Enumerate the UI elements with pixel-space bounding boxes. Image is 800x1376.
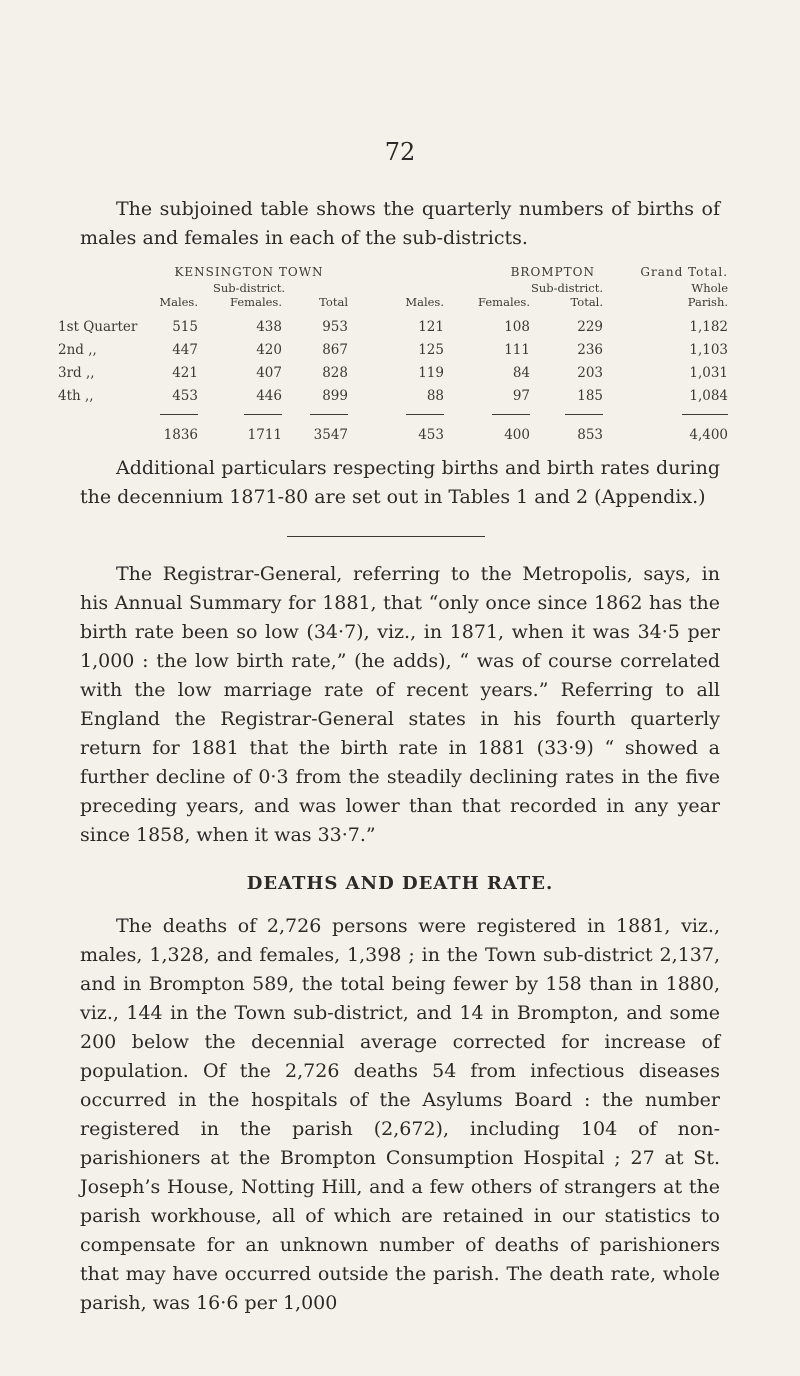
row-label: 3rd ,, [58, 364, 95, 381]
table-header-subgroups [58, 281, 728, 295]
total-cell: 400 [504, 427, 530, 443]
table-cell: 446 [256, 387, 282, 404]
births-table [58, 262, 728, 448]
table-cell: 1,103 [689, 341, 729, 358]
sum-rule [244, 414, 282, 415]
deaths-paragraph: The deaths of 2,726 persons were registered in 1881, viz., males, 1,328, and females, 1,398 ; in the Town sub-district 2,137, and in Brompton 589, the total being fewer by 158 than in 1880, viz., 144 in the Town sub-district, and 14 in Brompton, and some 200 below the decennial average corrected for increase of population. Of the 2,726 deaths 54 from infectious diseases occurred in the hospitals of the Asylums Board : the number registered in the parish (2,672), including 104 of non-parishioners at the Brompton Consumption Hospital ; 27 at St. Joseph’s House, Notting Hill, and a few others of strangers at the parish workhouse, all of which are retained in our statistics to compensate for an unknown number of deaths of parishioners that may have occurred outside the parish. The death rate, whole parish, was 16·6 per 1,000 [80, 915, 720, 1314]
table-row [58, 361, 728, 384]
table-cell: 953 [322, 318, 348, 335]
col-header: Parish. [687, 295, 729, 309]
header-brompton-sub: Sub-district. [531, 281, 604, 295]
col-header: Total [319, 295, 348, 309]
table-rule-row [58, 407, 728, 422]
total-cell: 853 [577, 427, 604, 443]
table-row [58, 338, 728, 361]
table-cell: 420 [256, 341, 282, 358]
section-divider [287, 536, 485, 537]
header-kensington: KENSINGTON TOWN [174, 264, 324, 279]
table-cell: 1,031 [689, 364, 729, 381]
header-grand-total: Grand Total. [640, 264, 729, 279]
intro-paragraph: The subjoined table shows the quarterly numbers of births of males and females in each of the sub-districts. [80, 198, 720, 249]
table-cell: 438 [256, 318, 282, 335]
total-cell: 1836 [163, 427, 198, 443]
total-cell: 1711 [247, 427, 282, 443]
table-cell: 108 [504, 318, 530, 335]
table-cell: 88 [426, 387, 444, 404]
sum-rule [492, 414, 530, 415]
table-cell: 121 [418, 318, 444, 335]
table-cell: 447 [172, 341, 198, 358]
sum-rule [406, 414, 444, 415]
col-header: Females. [478, 295, 530, 309]
table-cell: 867 [322, 341, 348, 358]
additional-paragraph: Additional particulars respecting births and birth rates during the decennium 1871-80 are set out in Tables 1 and 2 (Appendix.) [80, 457, 720, 508]
table-cell: 899 [322, 387, 348, 404]
total-cell: 3547 [313, 427, 348, 443]
table-row [58, 315, 728, 338]
table-cell: 185 [577, 387, 604, 404]
header-kensington-sub: Sub-district. [213, 281, 285, 295]
total-cell: 453 [418, 427, 444, 443]
registrar-paragraph: The Registrar-General, referring to the Metropolis, says, in his Annual Summary for 1881, that “only once since 1862 has the birth rate been so low (34·7), viz., in 1871, when it was 34·5 per 1,000 : the low birth rate,” (he adds), “ was of course correlated with the low marriage rate of recent years.” Referring to all England the Registrar-General states in his fourth quarterly return for 1881 that the birth rate in 1881 (33·9) “ showed a further decline of 0·3 from the steadily declining rates in the five preceding years, and was lower than that recorded in any year since 1858, when it was 33·7.” [80, 563, 720, 846]
table-cell: 407 [256, 364, 282, 381]
sum-rule [310, 414, 348, 415]
table-cell: 236 [577, 341, 604, 358]
table-total-row [58, 422, 728, 448]
table-cell: 421 [172, 364, 198, 381]
table-header-columns [58, 295, 728, 315]
table-cell: 1,084 [689, 387, 729, 404]
table-cell: 119 [418, 364, 444, 381]
row-label: 2nd ,, [58, 341, 97, 358]
page-number: 72 [384, 138, 416, 166]
col-header: Females. [230, 295, 282, 309]
table-header-groups [58, 262, 728, 281]
table-cell: 453 [172, 387, 198, 404]
col-header: Males. [159, 295, 198, 309]
table-cell: 1,182 [689, 318, 729, 335]
table-row [58, 384, 728, 407]
sum-rule [682, 414, 728, 415]
row-label: 4th ,, [58, 387, 94, 404]
total-cell: 4,400 [689, 427, 729, 443]
row-label: 1st Quarter [58, 318, 138, 335]
col-header: Total. [570, 295, 604, 309]
table-cell: 84 [512, 364, 530, 381]
table-cell: 125 [418, 341, 444, 358]
table-cell: 828 [322, 364, 348, 381]
table-cell: 515 [172, 318, 198, 335]
table-cell: 203 [577, 364, 604, 381]
table-cell: 97 [512, 387, 530, 404]
header-grand-whole: Whole [691, 281, 729, 295]
section-heading: DEATHS AND DEATH RATE. [246, 873, 554, 894]
col-header: Males. [405, 295, 444, 309]
sum-rule [565, 414, 603, 415]
table-cell: 229 [577, 318, 604, 335]
table-cell: 111 [504, 341, 530, 358]
sum-rule [160, 414, 198, 415]
header-brompton: BROMPTON [510, 264, 596, 279]
